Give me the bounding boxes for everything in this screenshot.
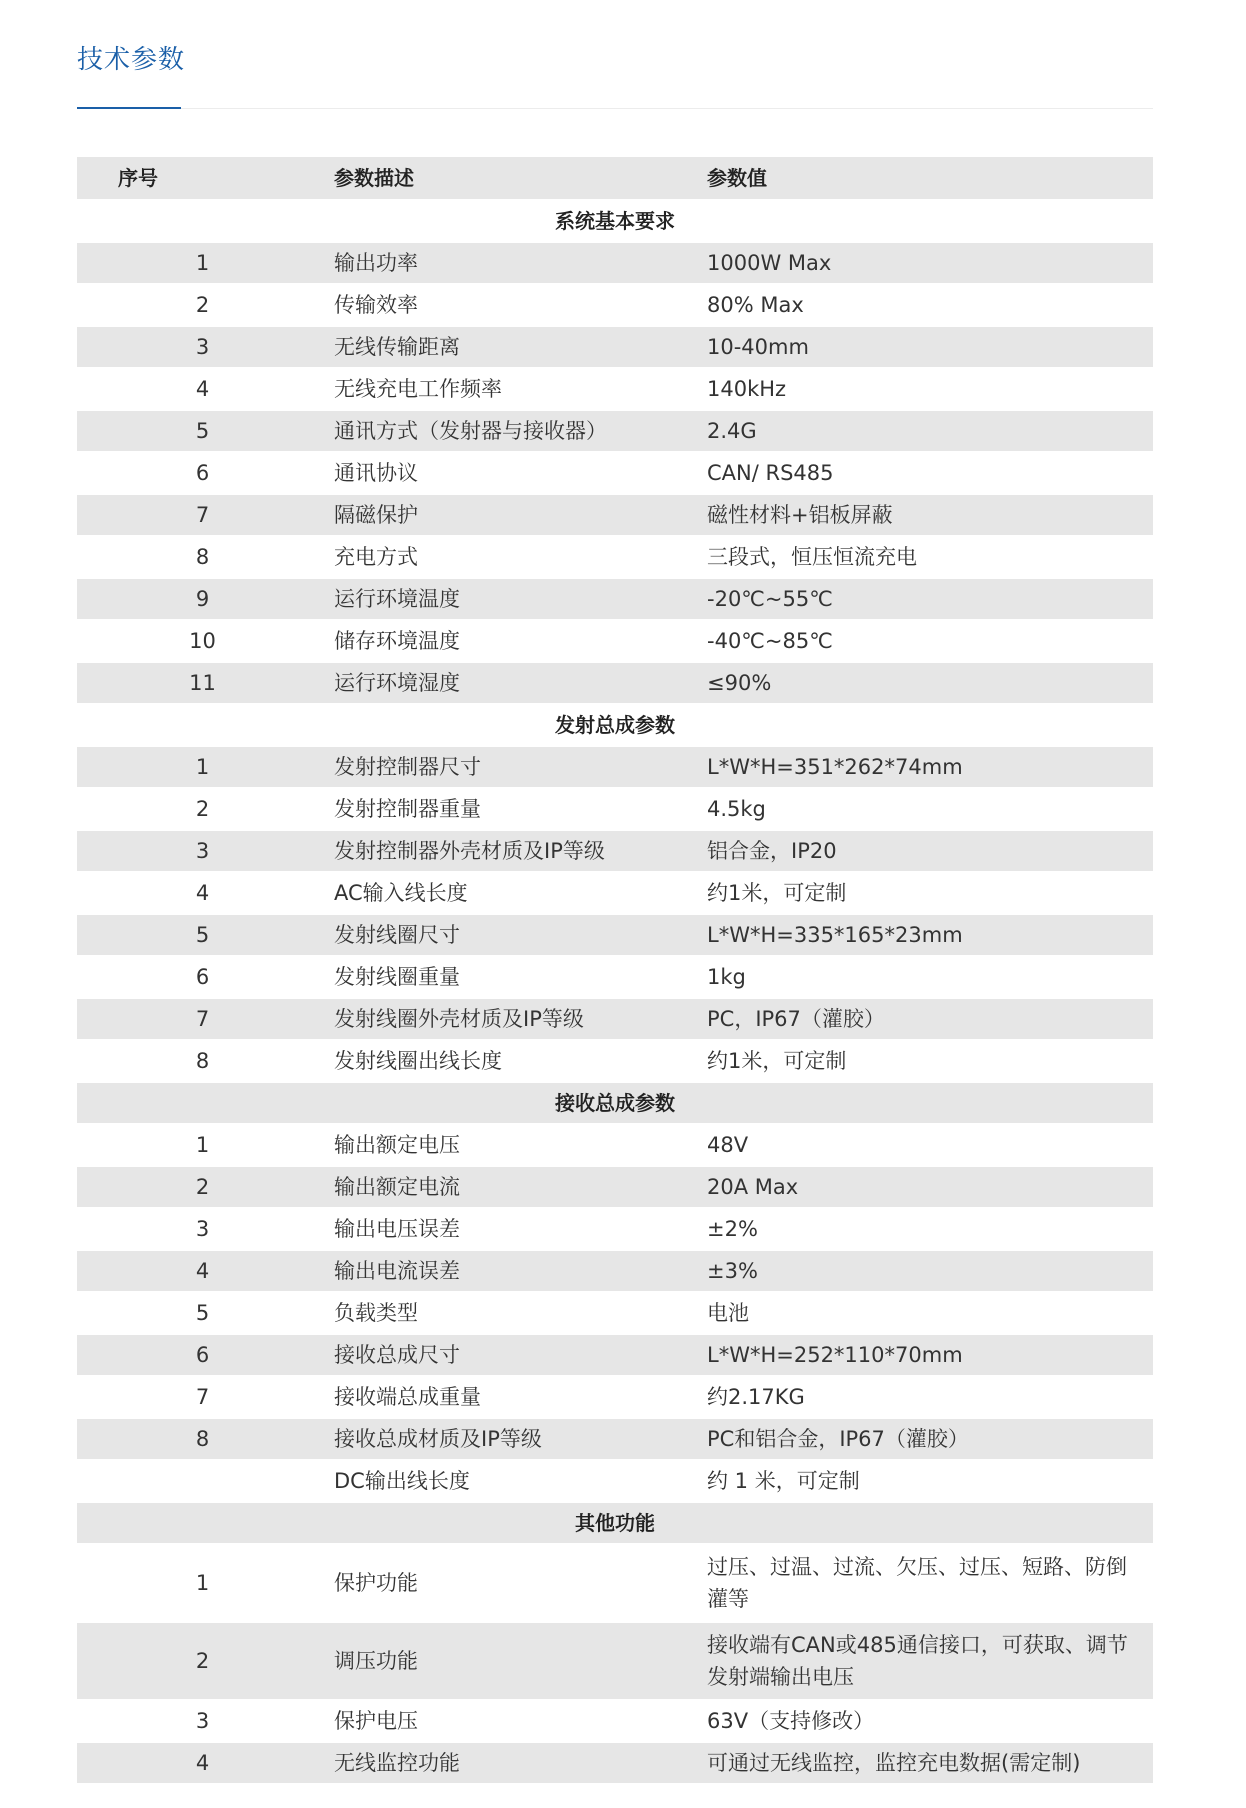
param-value: 1kg bbox=[695, 956, 1153, 998]
row-number bbox=[77, 746, 322, 788]
param-value: PC，IP67（灌胶） bbox=[695, 998, 1153, 1040]
row-number-text: 1 bbox=[195, 1133, 210, 1157]
row-number-text: 11 bbox=[189, 671, 216, 695]
param-description: 运行环境湿度 bbox=[322, 662, 695, 704]
param-value: L*W*H=252*110*70mm bbox=[695, 1334, 1153, 1376]
row-number-text: 2 bbox=[195, 1649, 210, 1673]
param-value: 约1米，可定制 bbox=[695, 872, 1153, 914]
table-row bbox=[77, 998, 1153, 1040]
page-title: 技术参数 bbox=[77, 45, 186, 75]
header-no: 序号 bbox=[77, 157, 322, 200]
table-header-row bbox=[77, 157, 1153, 200]
row-number bbox=[77, 368, 322, 410]
row-number bbox=[77, 1418, 322, 1460]
row-number bbox=[77, 1742, 322, 1784]
param-value: -40℃~85℃ bbox=[695, 620, 1153, 662]
row-number-text: 6 bbox=[195, 461, 210, 485]
param-description: 通讯方式（发射器与接收器） bbox=[322, 410, 695, 452]
param-value: 63V（支持修改） bbox=[695, 1700, 1153, 1742]
row-number-text: 5 bbox=[195, 419, 210, 443]
table-row bbox=[77, 1166, 1153, 1208]
param-description: 发射控制器重量 bbox=[322, 788, 695, 830]
row-number-text: 3 bbox=[195, 1217, 210, 1241]
row-number-text: 3 bbox=[195, 335, 210, 359]
table-row bbox=[77, 1040, 1153, 1082]
section-title: 系统基本要求 bbox=[77, 200, 1153, 242]
param-description: 接收总成尺寸 bbox=[322, 1334, 695, 1376]
param-description: 发射控制器尺寸 bbox=[322, 746, 695, 788]
param-description: 无线充电工作频率 bbox=[322, 368, 695, 410]
row-number bbox=[77, 1700, 322, 1742]
spec-table bbox=[77, 157, 1153, 1785]
section-title: 发射总成参数 bbox=[77, 704, 1153, 746]
row-number-text: 5 bbox=[195, 1301, 210, 1325]
row-number bbox=[77, 1292, 322, 1334]
row-number-text: 1 bbox=[195, 1571, 210, 1595]
row-number bbox=[77, 1544, 322, 1622]
param-value: 三段式，恒压恒流充电 bbox=[695, 536, 1153, 578]
table-row bbox=[77, 494, 1153, 536]
row-number-text: 9 bbox=[195, 587, 210, 611]
param-value: 140kHz bbox=[695, 368, 1153, 410]
param-value: 80% Max bbox=[695, 284, 1153, 326]
param-value: 2.4G bbox=[695, 410, 1153, 452]
param-value: 10-40mm bbox=[695, 326, 1153, 368]
table-row bbox=[77, 914, 1153, 956]
row-number-text: 7 bbox=[195, 1385, 210, 1409]
row-number-text: 2 bbox=[195, 797, 210, 821]
row-number-text: 8 bbox=[195, 545, 210, 569]
row-number-text: 8 bbox=[195, 1049, 210, 1073]
row-number bbox=[77, 410, 322, 452]
param-description: 发射线圈重量 bbox=[322, 956, 695, 998]
param-description: 无线传输距离 bbox=[322, 326, 695, 368]
row-number-text: 4 bbox=[195, 1751, 210, 1775]
param-description: 通讯协议 bbox=[322, 452, 695, 494]
row-number bbox=[77, 1166, 322, 1208]
param-value: L*W*H=351*262*74mm bbox=[695, 746, 1153, 788]
row-number bbox=[77, 326, 322, 368]
table-row bbox=[77, 326, 1153, 368]
param-description: 负载类型 bbox=[322, 1292, 695, 1334]
row-number bbox=[77, 494, 322, 536]
param-description: 输出电流误差 bbox=[322, 1250, 695, 1292]
title-divider bbox=[77, 108, 1153, 109]
row-number bbox=[77, 620, 322, 662]
row-number-text: 8 bbox=[195, 1427, 210, 1451]
row-number-text: 5 bbox=[195, 923, 210, 947]
table-row bbox=[77, 578, 1153, 620]
param-description: 输出额定电压 bbox=[322, 1124, 695, 1166]
row-number bbox=[77, 1124, 322, 1166]
param-description: 发射控制器外壳材质及IP等级 bbox=[322, 830, 695, 872]
table-row bbox=[77, 1544, 1153, 1622]
param-value: 48V bbox=[695, 1124, 1153, 1166]
row-number-text: 1 bbox=[195, 251, 210, 275]
param-value: 铝合金，IP20 bbox=[695, 830, 1153, 872]
row-number bbox=[77, 872, 322, 914]
row-number bbox=[77, 284, 322, 326]
row-number bbox=[77, 662, 322, 704]
row-number bbox=[77, 788, 322, 830]
param-description: 发射线圈出线长度 bbox=[322, 1040, 695, 1082]
row-number bbox=[77, 1250, 322, 1292]
param-value: 过压、过温、过流、欠压、过压、短路、防倒灌等 bbox=[695, 1544, 1153, 1622]
row-number bbox=[77, 1040, 322, 1082]
param-description: 发射线圈外壳材质及IP等级 bbox=[322, 998, 695, 1040]
param-value: 4.5kg bbox=[695, 788, 1153, 830]
param-value: 1000W Max bbox=[695, 242, 1153, 284]
row-number-text: 3 bbox=[195, 839, 210, 863]
param-value: -20℃~55℃ bbox=[695, 578, 1153, 620]
header-desc: 参数描述 bbox=[322, 157, 695, 200]
table-row bbox=[77, 284, 1153, 326]
param-value: ±3% bbox=[695, 1250, 1153, 1292]
param-description: 无线监控功能 bbox=[322, 1742, 695, 1784]
param-value: 磁性材料+铝板屏蔽 bbox=[695, 494, 1153, 536]
row-number-text: 6 bbox=[195, 1343, 210, 1367]
table-row bbox=[77, 1622, 1153, 1700]
table-row bbox=[77, 788, 1153, 830]
param-description: AC输入线长度 bbox=[322, 872, 695, 914]
param-description: 输出电压误差 bbox=[322, 1208, 695, 1250]
row-number-text: 10 bbox=[189, 629, 216, 653]
table-row bbox=[77, 1292, 1153, 1334]
table-row bbox=[77, 242, 1153, 284]
row-number-text: 7 bbox=[195, 1007, 210, 1031]
row-number bbox=[77, 536, 322, 578]
row-number bbox=[77, 914, 322, 956]
table-row bbox=[77, 620, 1153, 662]
table-row bbox=[77, 1460, 1153, 1502]
table-row bbox=[77, 1742, 1153, 1784]
row-number-text: 1 bbox=[195, 755, 210, 779]
param-description: 输出功率 bbox=[322, 242, 695, 284]
page-header bbox=[77, 0, 1153, 110]
param-description: 保护电压 bbox=[322, 1700, 695, 1742]
row-number-text: 2 bbox=[195, 293, 210, 317]
table-row bbox=[77, 1124, 1153, 1166]
table-row bbox=[77, 1334, 1153, 1376]
table-row bbox=[77, 368, 1153, 410]
row-number-text: 4 bbox=[195, 1259, 210, 1283]
param-value: 约 1 米，可定制 bbox=[695, 1460, 1153, 1502]
param-value: L*W*H=335*165*23mm bbox=[695, 914, 1153, 956]
row-number-text: 4 bbox=[195, 881, 210, 905]
param-value: 约1米，可定制 bbox=[695, 1040, 1153, 1082]
param-value: 约2.17KG bbox=[695, 1376, 1153, 1418]
row-number bbox=[77, 998, 322, 1040]
param-description: DC输出线长度 bbox=[322, 1460, 695, 1502]
table-row bbox=[77, 662, 1153, 704]
row-number bbox=[77, 1334, 322, 1376]
param-value: 可通过无线监控，监控充电数据(需定制) bbox=[695, 1742, 1153, 1784]
param-value: CAN/ RS485 bbox=[695, 452, 1153, 494]
param-description: 接收端总成重量 bbox=[322, 1376, 695, 1418]
section-title: 接收总成参数 bbox=[77, 1082, 1153, 1124]
param-description: 运行环境温度 bbox=[322, 578, 695, 620]
param-value: 接收端有CAN或485通信接口，可获取、调节发射端输出电压 bbox=[695, 1622, 1153, 1700]
table-row bbox=[77, 1700, 1153, 1742]
param-description: 储存环境温度 bbox=[322, 620, 695, 662]
table-row bbox=[77, 830, 1153, 872]
row-number-text: 4 bbox=[195, 377, 210, 401]
param-description: 调压功能 bbox=[322, 1622, 695, 1700]
section-title: 其他功能 bbox=[77, 1502, 1153, 1544]
row-number bbox=[77, 242, 322, 284]
row-number bbox=[77, 1460, 322, 1502]
param-value: ±2% bbox=[695, 1208, 1153, 1250]
row-number bbox=[77, 956, 322, 998]
param-value: 电池 bbox=[695, 1292, 1153, 1334]
table-row bbox=[77, 452, 1153, 494]
spec-table-body bbox=[77, 200, 1153, 1784]
param-description: 隔磁保护 bbox=[322, 494, 695, 536]
table-row bbox=[77, 956, 1153, 998]
param-description: 发射线圈尺寸 bbox=[322, 914, 695, 956]
row-number-text: 2 bbox=[195, 1175, 210, 1199]
row-number bbox=[77, 830, 322, 872]
param-description: 输出额定电流 bbox=[322, 1166, 695, 1208]
table-row bbox=[77, 1418, 1153, 1460]
row-number bbox=[77, 1208, 322, 1250]
row-number bbox=[77, 452, 322, 494]
table-row bbox=[77, 746, 1153, 788]
table-row bbox=[77, 1376, 1153, 1418]
section-row bbox=[77, 1502, 1153, 1544]
row-number-text: 3 bbox=[195, 1709, 210, 1733]
param-description: 保护功能 bbox=[322, 1544, 695, 1622]
table-row bbox=[77, 1208, 1153, 1250]
section-row bbox=[77, 200, 1153, 242]
table-row bbox=[77, 1250, 1153, 1292]
param-description: 传输效率 bbox=[322, 284, 695, 326]
row-number bbox=[77, 1622, 322, 1700]
param-value: PC和铝合金，IP67（灌胶） bbox=[695, 1418, 1153, 1460]
param-description: 接收总成材质及IP等级 bbox=[322, 1418, 695, 1460]
row-number-text: 7 bbox=[195, 503, 210, 527]
table-row bbox=[77, 536, 1153, 578]
row-number bbox=[77, 1376, 322, 1418]
row-number bbox=[77, 578, 322, 620]
header-val: 参数值 bbox=[695, 157, 1153, 200]
section-row bbox=[77, 1082, 1153, 1124]
row-number-text: 6 bbox=[195, 965, 210, 989]
param-description: 充电方式 bbox=[322, 536, 695, 578]
table-row bbox=[77, 872, 1153, 914]
param-value: ≤90% bbox=[695, 662, 1153, 704]
param-value: 20A Max bbox=[695, 1166, 1153, 1208]
section-row bbox=[77, 704, 1153, 746]
table-row bbox=[77, 410, 1153, 452]
title-underline bbox=[77, 107, 181, 109]
